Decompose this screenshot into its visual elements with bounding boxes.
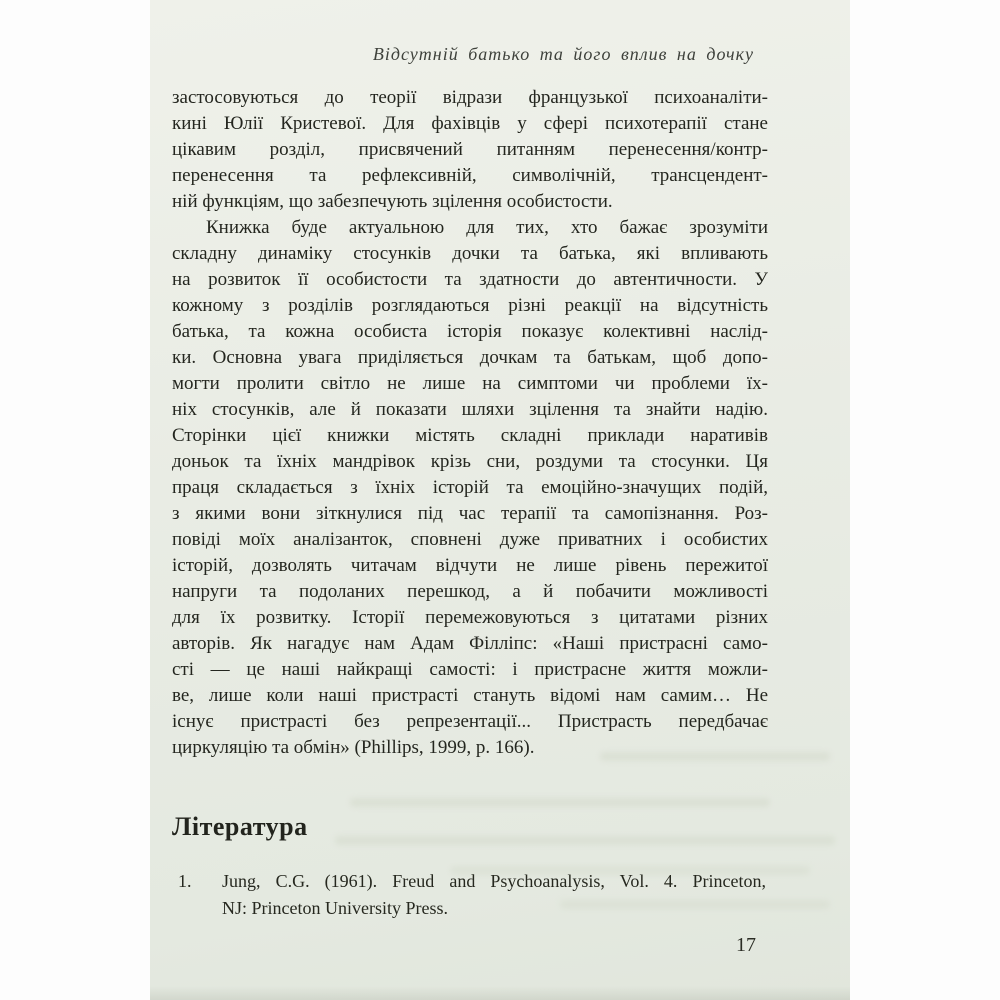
text-line: NJ: Princeton University Press. bbox=[222, 897, 448, 918]
text-line: історій, дозволять читачам відчути не лише рівень пережитої bbox=[172, 555, 768, 576]
text-column bbox=[172, 0, 768, 1000]
reference-text bbox=[222, 868, 766, 921]
text-line: Jung, C.G. (1961). Freud and Psychoanalysis, Vol. 4. Princeton, bbox=[222, 871, 766, 891]
text-line: могти пролити світло не лише на симптоми чи проблеми їх- bbox=[172, 373, 768, 394]
text-line: на розвиток її особистости та здатности до автентичности. У bbox=[172, 269, 768, 290]
text-line: сті — це наші найкращі самості: і пристрасне життя можли- bbox=[172, 659, 768, 680]
text-line: циркуляцію та обмін» (Phillips, 1999, p. 166). bbox=[172, 737, 535, 758]
paragraph bbox=[172, 215, 768, 761]
paragraph-continuation bbox=[172, 85, 768, 215]
section-heading: Література bbox=[172, 812, 308, 841]
text-line: батька, та кожна особиста історія показує колективні наслід- bbox=[172, 321, 768, 342]
text-line: напруги та подоланих перешкод, а й побачити можливості bbox=[172, 581, 768, 602]
text-line: повіді моїх аналізанток, сповнені дуже приватних і особистих bbox=[172, 529, 768, 550]
text-line: ки. Основна увага приділяється дочкам та батькам, щоб допо- bbox=[172, 347, 768, 368]
text-line: з якими вони зіткнулися під час терапії та самопізнання. Роз- bbox=[172, 503, 768, 524]
text-line: ніх стосунків, але й показати шляхи зцілення та знайти надію. bbox=[172, 399, 768, 420]
text-line: цікавим розділ, присвячений питанням перенесення/контр- bbox=[172, 139, 768, 160]
text-line: авторів. Як нагадує нам Адам Філліпс: «Наші пристрасні само- bbox=[172, 633, 768, 654]
running-header: Відсутній батько та його вплив на дочку bbox=[372, 44, 754, 64]
text-line: застосовуються до теорії відрази французької психоаналіти- bbox=[172, 87, 768, 108]
text-line: Книжка буде актуальною для тих, хто бажає зрозуміти bbox=[206, 217, 768, 238]
text-line: доньок та їхніх мандрівок крізь сни, роздуми та стосунки. Ця bbox=[172, 451, 768, 472]
text-line: ній функціям, що забезпечують зцілення особистости. bbox=[172, 191, 613, 212]
text-line: існує пристрасті без репрезентації... Пристрасть передбачає bbox=[172, 711, 768, 732]
reference-item bbox=[178, 868, 766, 921]
text-line: кині Юлії Кристевої. Для фахівців у сфері психотерапії стане bbox=[172, 113, 768, 134]
text-line: Сторінки цієї книжки містять складні приклади наративів bbox=[172, 425, 768, 446]
text-line: кожному з розділів розглядаються різні реакції на відсутність bbox=[172, 295, 768, 316]
body-text bbox=[172, 85, 768, 761]
page-number: 17 bbox=[736, 934, 756, 956]
text-line: перенесення та рефлексивній, символічній, трансцендент- bbox=[172, 165, 768, 186]
text-line: для їх розвитку. Історії перемежовуються з цитатами різних bbox=[172, 607, 768, 628]
book-page bbox=[150, 0, 850, 1000]
text-line: праця складається з їхніх історій та емоційно-значущих подій, bbox=[172, 477, 768, 498]
reference-number: 1. bbox=[178, 871, 192, 891]
text-line: ве, лише коли наші пристрасті стануть відомі нам самим… Не bbox=[172, 685, 768, 706]
text-line: складну динаміку стосунків дочки та батька, які впливають bbox=[172, 243, 768, 264]
